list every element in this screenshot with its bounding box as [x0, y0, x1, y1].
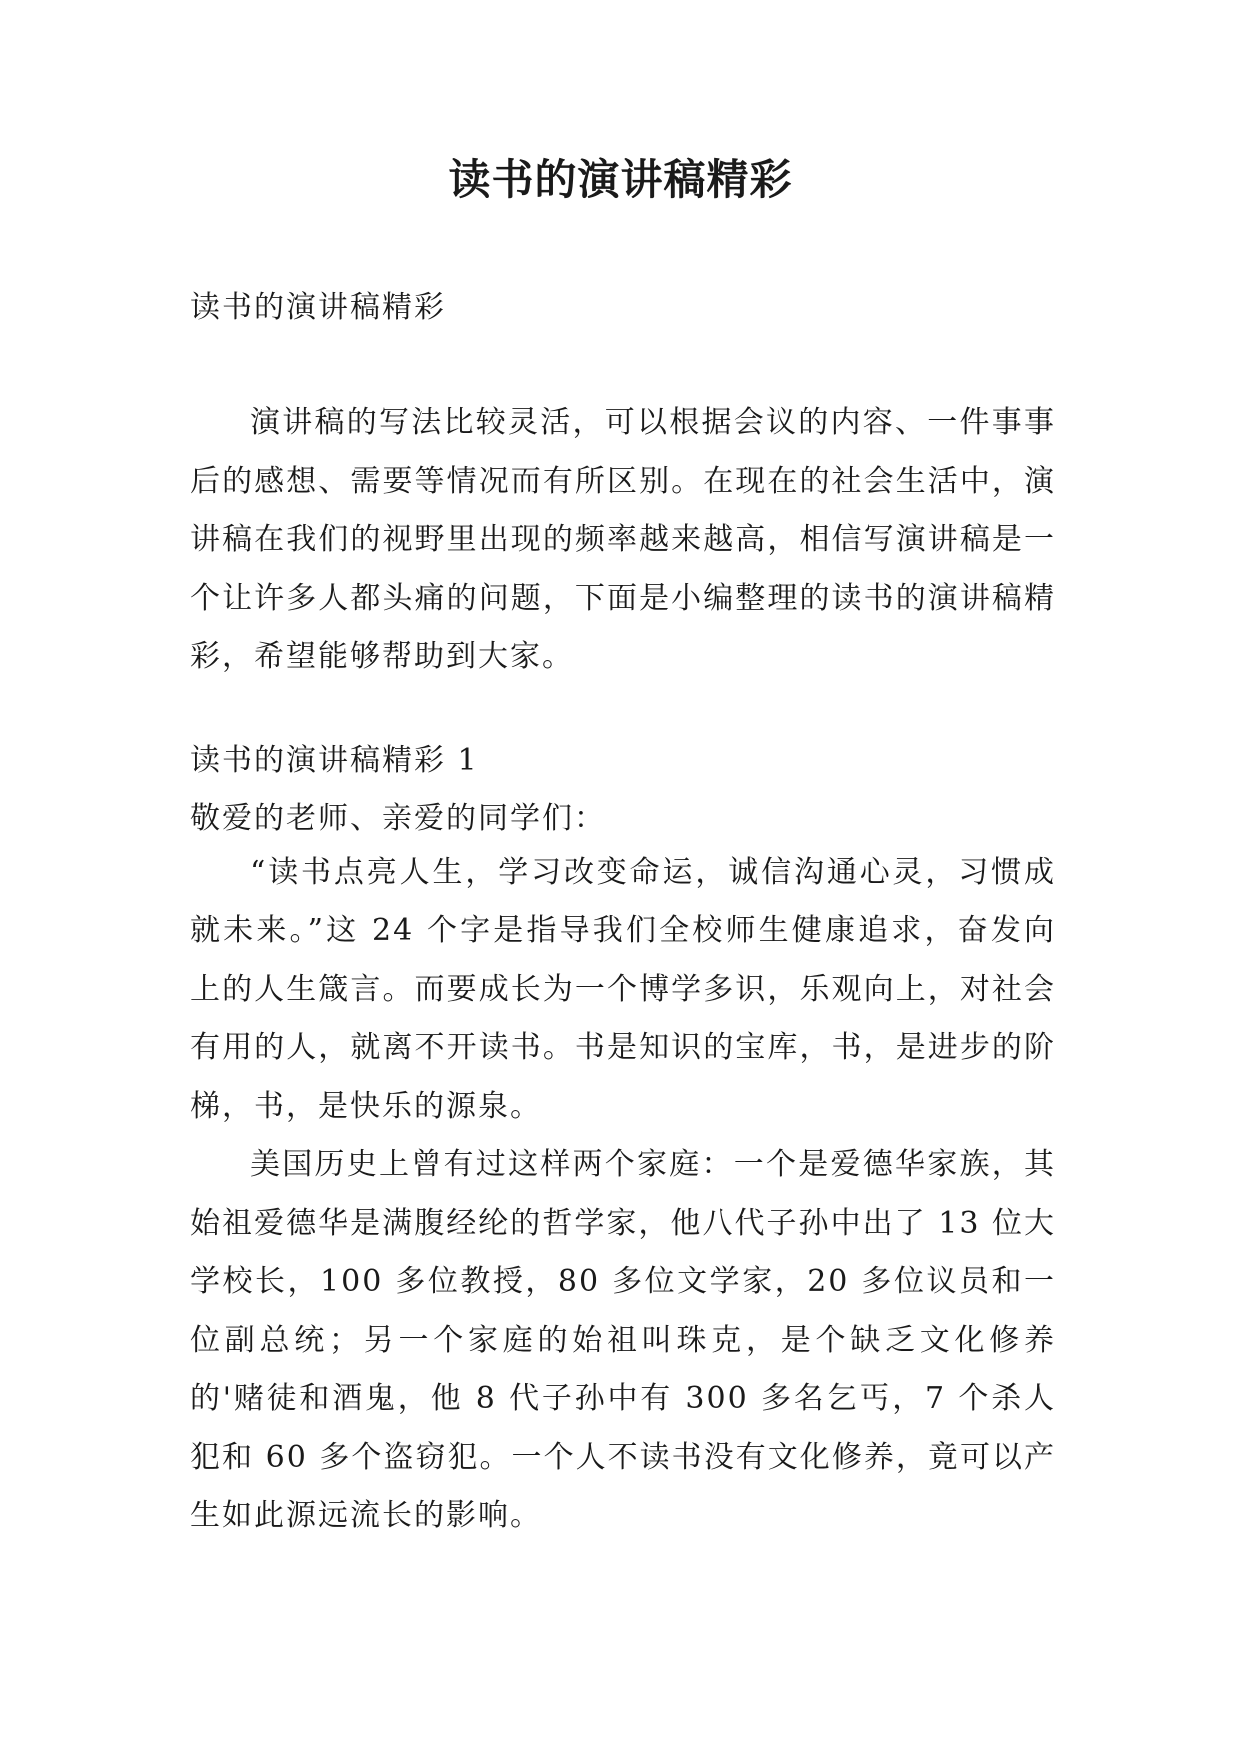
document-title: 读书的演讲稿精彩	[448, 155, 793, 204]
document-body	[190, 288, 1056, 1546]
salutation: 敬爱的老师、亲爱的同学们：	[190, 800, 606, 836]
document-subtitle: 读书的演讲稿精彩	[190, 290, 446, 325]
body-paragraph: “读书点亮人生，学习改变命运，诚信沟通心灵，习惯成就未来。”这 24 个字是指导我们全校师生健康追求，奋发向上的人生箴言。而要成长为一个博学多识，乐观向上，对社会有用的人，就离不开读书。书是知识的宝库，书，是进步的阶梯，书，是快乐的源泉。	[190, 854, 1056, 1124]
section-heading: 读书的演讲稿精彩 1	[190, 742, 479, 778]
intro-paragraph: 演讲稿的写法比较灵活，可以根据会议的内容、一件事事后的感想、需要等情况而有所区别。在现在的社会生活中，演讲稿在我们的视野里出现的频率越来越高，相信写演讲稿是一个让许多人都头痛的问题，下面是小编整理的读书的演讲稿精彩，希望能够帮助到大家。	[190, 405, 1056, 674]
body-paragraph: 美国历史上曾有过这样两个家庭：一个是爱德华家族，其始祖爱德华是满腹经纶的哲学家，他八代子孙中出了 13 位大学校长，100 多位教授，80 多位文学家，20 多位议员和一位副总统；另一个家庭的始祖叫珠克，是个缺乏文化修养的'赌徒和酒鬼，他 8 代子孙中有 300 多名乞丐，7 个杀人犯和 60 多个盗窃犯。一个人不读书没有文化修养，竟可以产生如此源远流长的影响。	[190, 1147, 1056, 1533]
